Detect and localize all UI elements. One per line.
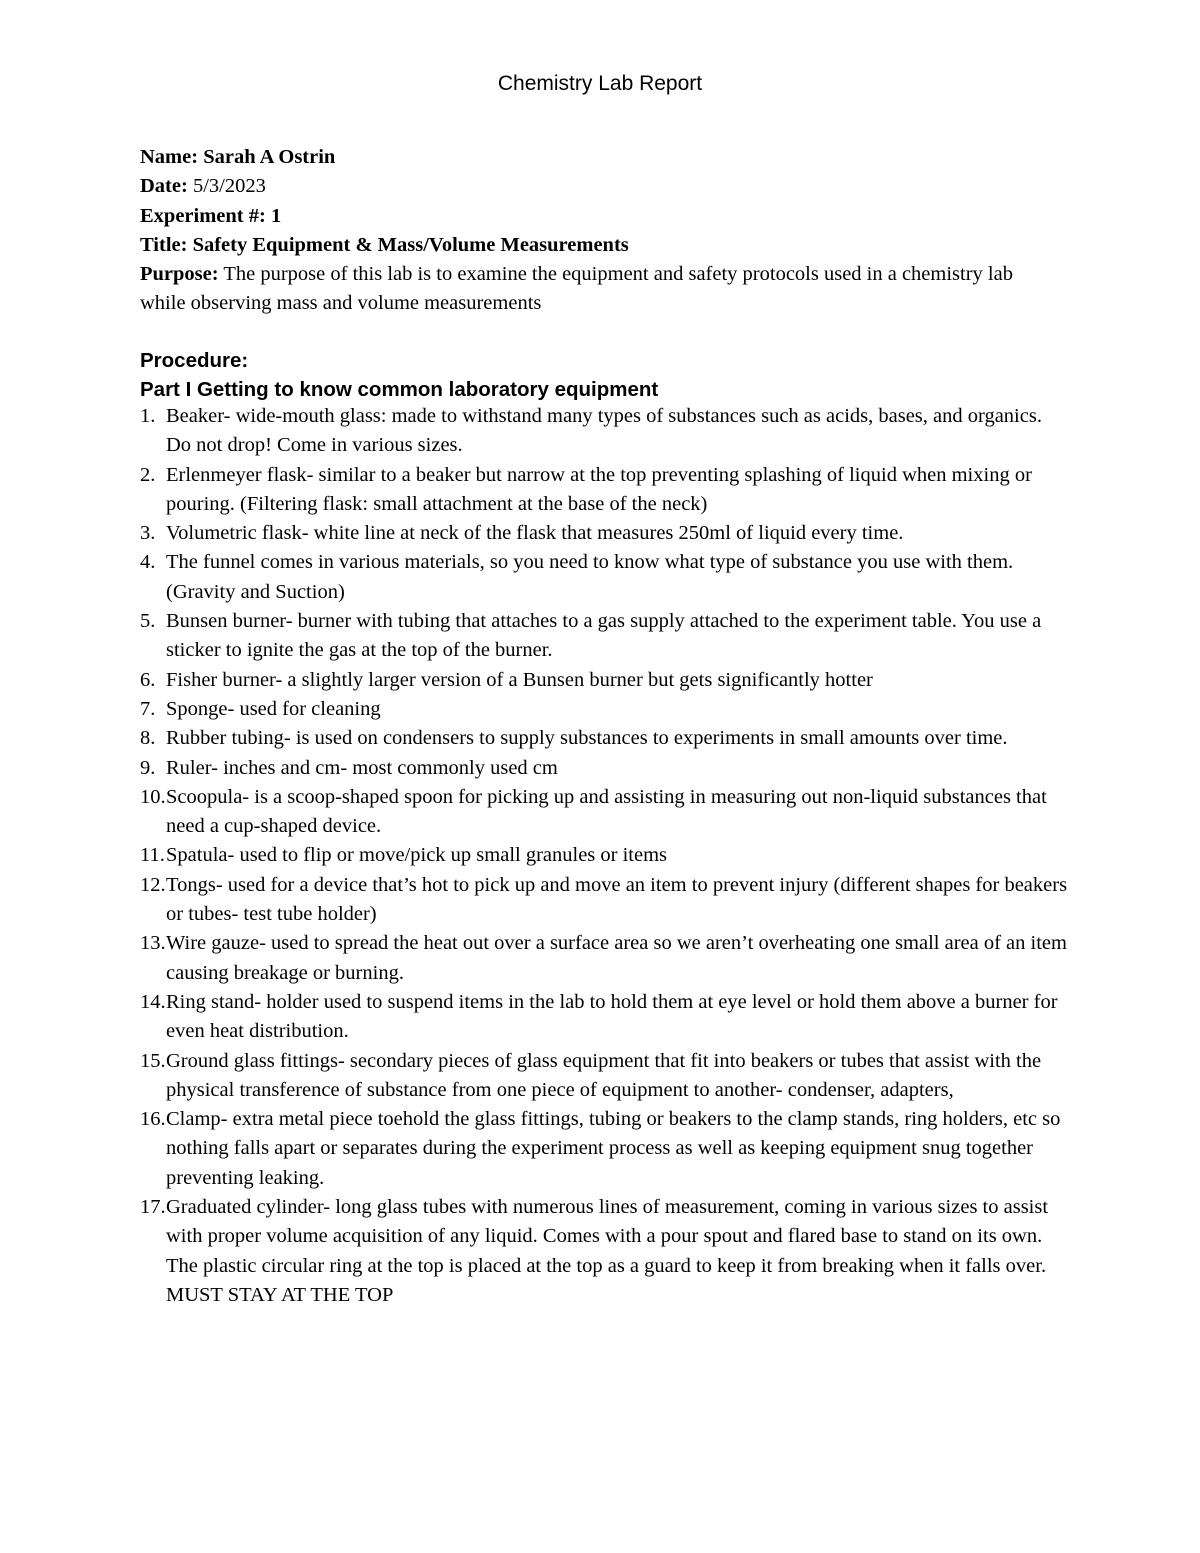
list-item — [140, 461, 1070, 520]
list-item-number: 1. — [140, 405, 156, 427]
purpose-label: Purpose: — [140, 263, 219, 286]
date-label: Date: — [140, 175, 188, 198]
list-item-number: 8. — [140, 727, 156, 750]
list-item-text: Clamp- extra metal piece toehold the glass fittings, tubing or beakers to the clamp stands, ring holders, etc so nothing falls apart or separates during the experiment process as well as keeping equipment snug together preventing leaking. — [166, 1108, 1061, 1189]
experiment-line — [140, 202, 1060, 231]
list-item — [140, 783, 1070, 842]
list-item-number: 2. — [140, 463, 156, 486]
name-label: Name: — [140, 146, 199, 168]
list-item — [140, 1193, 1070, 1310]
list-item-text: The funnel comes in various materials, so you need to know what type of substance you use with them. (Gravity and Suction) — [166, 551, 1014, 603]
equipment-list — [140, 402, 1070, 1310]
list-item-number: 10. — [140, 785, 166, 808]
list-item-number: 12. — [140, 873, 166, 896]
list-item-number: 4. — [140, 551, 156, 574]
purpose-value: The purpose of this lab is to examine the equipment and safety protocols used in a chemistry lab while observing mass and volume measurements — [140, 263, 1013, 315]
list-item — [140, 1105, 1070, 1193]
list-item-text: Ground glass fittings- secondary pieces of glass equipment that fit into beakers or tubes that assist with the physical transference of substance from one piece of equipment to another- condenser, adapters, — [166, 1049, 1042, 1101]
list-item-text: Beaker- wide-mouth glass: made to withstand many types of substances such as acids, bases, and organics. Do not drop! Come in various sizes. — [166, 405, 1042, 457]
list-item-text: Sponge- used for cleaning — [166, 697, 381, 720]
list-item-number: 13. — [140, 932, 166, 955]
document-title: Chemistry Lab Report — [497, 72, 703, 95]
list-item — [140, 929, 1070, 988]
experiment-label: Experiment #: — [140, 204, 266, 227]
list-item-number: 17. — [140, 1196, 166, 1219]
list-item-number: 15. — [140, 1049, 166, 1072]
title-label: Title: — [140, 233, 188, 256]
purpose-line — [140, 260, 1060, 319]
title-line — [140, 231, 1060, 260]
list-item-text: Spatula- used to flip or move/pick up small granules or items — [166, 844, 668, 867]
list-item-text: Rubber tubing- is used on condensers to supply substances to experiments in small amounts over time. — [166, 727, 1008, 750]
list-item — [140, 841, 1070, 870]
list-item-number: 7. — [140, 697, 156, 720]
list-item — [140, 724, 1070, 753]
name-value: Sarah A Ostrin — [203, 146, 336, 168]
list-item — [140, 754, 1070, 783]
list-item — [140, 607, 1070, 666]
part-heading: Part I Getting to know common laboratory equipment — [140, 378, 659, 402]
list-item-text: Scoopula- is a scoop-shaped spoon for picking up and assisting in measuring out non-liquid substances that need a cup-shaped device. — [166, 785, 1047, 838]
list-item — [140, 402, 1070, 461]
list-item-text: Volumetric flask- white line at neck of the flask that measures 250ml of liquid every time. — [166, 522, 904, 545]
date-line — [140, 172, 1060, 201]
list-item-number: 5. — [140, 610, 156, 633]
list-item-number: 16. — [140, 1108, 166, 1131]
list-item-number: 14. — [140, 990, 166, 1013]
date-value: 5/3/2023 — [192, 175, 266, 198]
list-item-text: Ruler- inches and cm- most commonly used cm — [166, 756, 558, 779]
list-item — [140, 548, 1070, 607]
title-value: Safety Equipment & Mass/Volume Measurements — [192, 233, 629, 256]
list-item-text: Wire gauze- used to spread the heat out over a surface area so we aren’t overheating one small area of an item causing breakage or burning. — [166, 932, 1067, 984]
list-item-text: Ring stand- holder used to suspend items in the lab to hold them at eye level or hold them above a burner for even heat distribution. — [166, 990, 1058, 1043]
list-item — [140, 988, 1070, 1047]
list-item-text: Fisher burner- a slightly larger version of a Bunsen burner but gets significantly hotter — [166, 668, 873, 691]
experiment-value: 1 — [270, 204, 282, 227]
list-item — [140, 666, 1070, 695]
list-item — [140, 519, 1070, 548]
list-item — [140, 695, 1070, 724]
list-item-text: Erlenmeyer flask- similar to a beaker but narrow at the top preventing splashing of liquid when mixing or pouring. (Filtering flask: small attachment at the base of the neck) — [166, 463, 1032, 515]
list-item-number: 6. — [140, 668, 156, 691]
list-item-number: 3. — [140, 522, 156, 545]
list-item — [140, 1047, 1070, 1106]
list-item-text: Tongs- used for a device that’s hot to pick up and move an item to prevent injury (different shapes for beakers or tubes- test tube holder) — [166, 873, 1068, 926]
list-item — [140, 871, 1070, 930]
list-item-text: Graduated cylinder- long glass tubes with numerous lines of measurement, coming in various sizes to assist with proper volume acquisition of any liquid. Comes with a pour spout and flared base to stand on its own. The plastic circular ring at the top is placed at the top as a guard to keep it from breaking when it falls over. MUST STAY AT THE TOP — [166, 1196, 1049, 1306]
name-line — [140, 143, 1060, 172]
list-item-number: 11. — [140, 844, 165, 867]
list-item-text: Bunsen burner- burner with tubing that attaches to a gas supply attached to the experiment table. You use a sticker to ignite the gas at the top of the burner. — [166, 610, 1042, 662]
list-item-number: 9. — [140, 756, 156, 779]
procedure-heading-block — [140, 346, 658, 405]
report-header-block — [140, 143, 1060, 319]
procedure-heading: Procedure: — [140, 349, 249, 372]
